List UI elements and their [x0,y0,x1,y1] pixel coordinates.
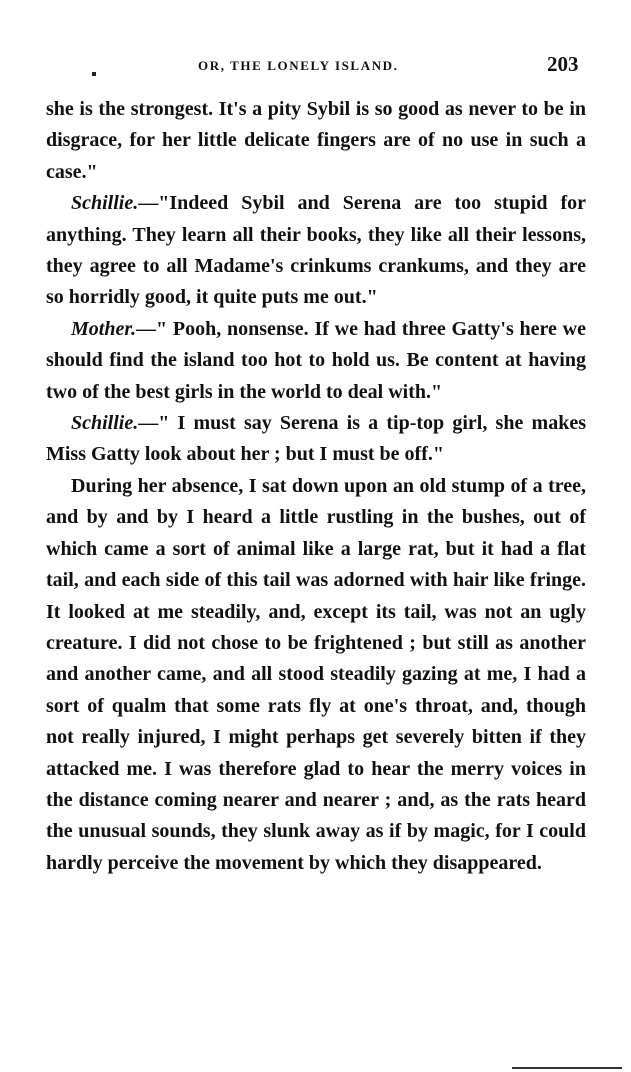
paragraph-text: —" Pooh, nonsense. If we had three Gatty's here we should find the island too hot to hold us. Be content at having two of the best girls in the world to deal with." [46,317,586,403]
paragraph-1 [46,94,586,188]
page-number: 203 [547,52,579,76]
paragraph-2 [46,188,586,314]
paragraph-4 [46,408,586,471]
speaker-label: Schillie. [71,412,139,435]
paragraph-text: —"Indeed Sybil and Serena are too stupid for anything. They learn all their books, they like all their lessons, they agree to all Madame's crinkums crankums, and they are so horridly good, it quite puts me out." [46,192,586,309]
paragraph-text: she is the strongest. It's a pity Sybil is so good as never to be in disgrace, for her little delicate fingers are of no use in such a case." [46,98,586,183]
paragraph-text: During her absence, I sat down upon an old stump of a tree, and by and by I heard a little rustling in the bushes, out of which came a sort of animal like a large rat, but it had a flat tail, and each side of this tail was adorned with hair like fringe. It looked at me steadily, and, except its tail, was not an ugly creature. I did not chose to be frightened ; but still as another and another came, and all stood steadily gazing at me, I had a sort of qualm that some rats fly at one's throat, and, though not really injured, I might perhaps get severely bitten if they attacked me. I was therefore glad to hear the merry voices in the distance coming nearer and nearer ; and, as the rats heard the unusual sounds, they slunk away as if by magic, for I could hardly perceive the movement by which they disappeared. [46,474,586,874]
running-head: OR, THE LONELY ISLAND. [198,58,399,73]
page-header [0,52,631,82]
speaker-label: Mother. [71,317,137,340]
paragraph-5 [46,471,586,879]
paragraph-3 [46,314,586,408]
paragraph-text: —" I must say Serena is a tip-top girl, she makes Miss Gatty look about her ; but I must be off." [46,412,586,466]
body-text [46,94,586,879]
footer-rule [512,1067,622,1069]
speaker-label: Schillie. [71,192,139,215]
